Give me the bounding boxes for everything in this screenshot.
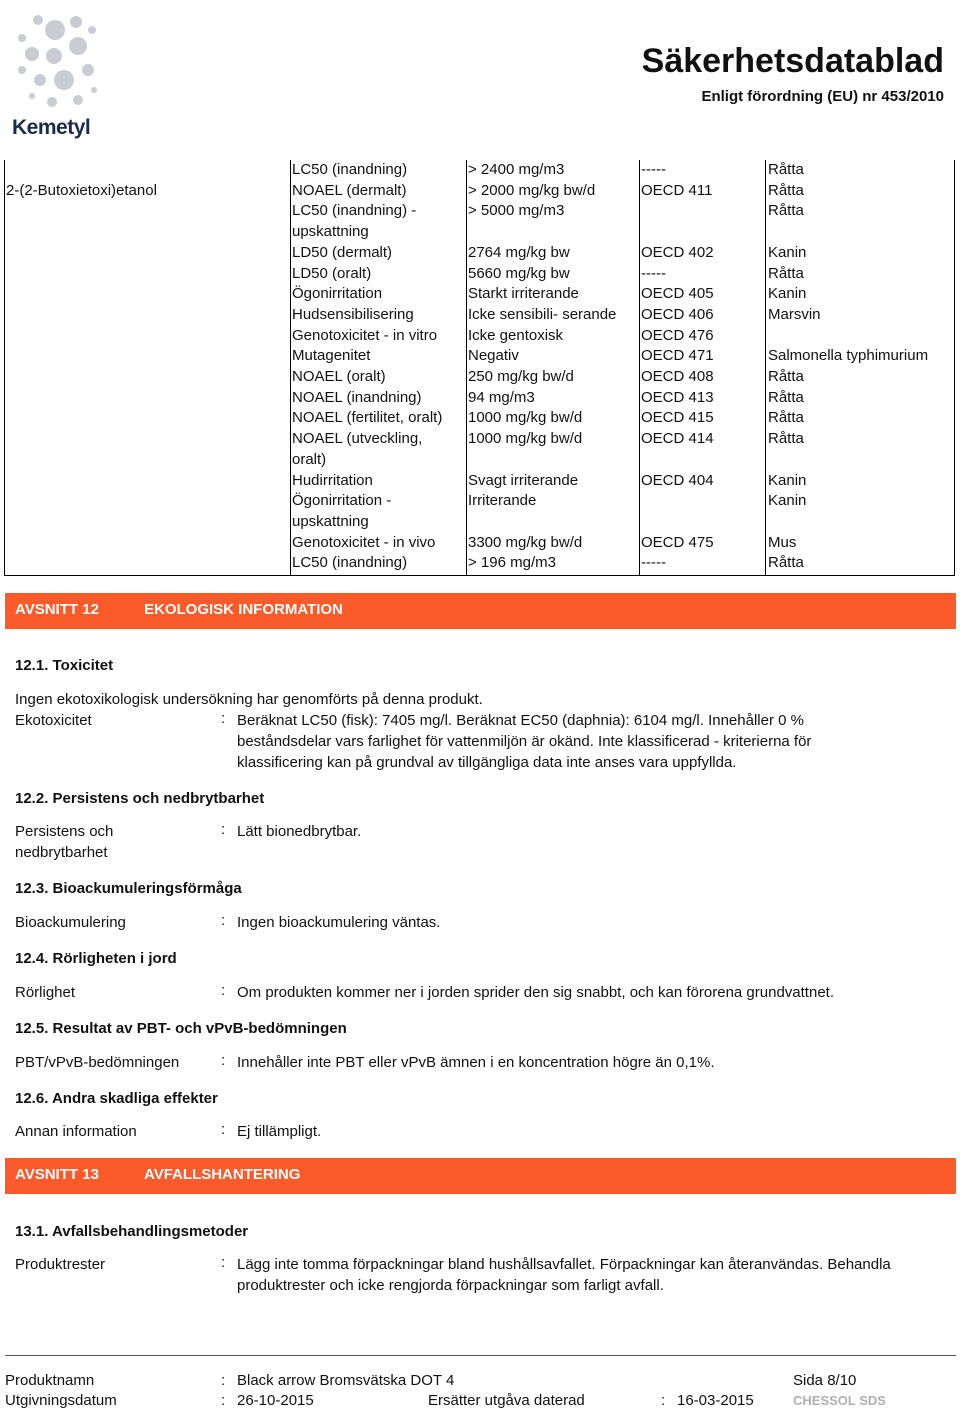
table-cell-method: OECD 415	[641, 409, 714, 427]
table-cell-value: Svagt irriterande	[468, 471, 579, 489]
table-cell-method: OECD 471	[641, 347, 714, 365]
substance-name: 2-(2-Butoxietoxi)etanol	[6, 182, 157, 199]
pbt-label: PBT/vPvB-bedömningen	[15, 1054, 180, 1071]
colon: :	[221, 821, 226, 838]
table-cell-test: LD50 (oralt)	[292, 264, 372, 282]
pbt-value: Innehåller inte PBT eller vPvB ämnen i en koncentration högre än 0,1%.	[237, 1054, 715, 1071]
table-cell-value: 1000 mg/kg bw/d	[468, 430, 583, 448]
subsection-12-1-title: 12.1. Toxicitet	[15, 657, 114, 674]
table-cell-method: OECD 404	[641, 471, 714, 489]
table-cell-species: Råtta	[768, 202, 804, 220]
section-number: AVSNITT 13	[15, 1166, 99, 1183]
table-cell-species: Råtta	[768, 388, 804, 406]
table-column-divider	[290, 160, 291, 575]
table-cell-value: > 5000 mg/m3	[468, 202, 565, 220]
bioaccumulation-label: Bioackumulering	[15, 914, 126, 931]
subsection-12-3-title: 12.3. Bioackumuleringsförmåga	[15, 880, 242, 897]
table-cell-method: -----	[641, 161, 666, 178]
footer-page-number: Sida 8/10	[793, 1372, 857, 1389]
table-cell-method: OECD 413	[641, 388, 714, 406]
label-line: Persistens och	[15, 823, 114, 840]
table-cell-value: Irriterande	[468, 492, 537, 510]
colon: :	[221, 912, 226, 929]
table-cell-test: Hudirritation	[292, 471, 373, 489]
table-cell-method: OECD 408	[641, 368, 714, 385]
footer-replaces-value: 16-03-2015	[677, 1392, 754, 1409]
logo-wordmark: Kemetyl	[12, 116, 91, 139]
table-column-divider	[765, 160, 766, 575]
table-cell-species: Råtta	[768, 161, 804, 178]
value-line: klassificering kan på grundval av tillgängliga data inte anses vara uppfyllda.	[237, 754, 737, 771]
footer-product-label: Produktnamn	[5, 1372, 95, 1389]
mobility-label: Rörlighet	[15, 984, 76, 1001]
persistence-value: Lätt bionedbrytbar.	[237, 823, 362, 840]
table-cell-test: NOAEL (dermalt)	[292, 181, 407, 199]
colon: :	[221, 1121, 226, 1138]
table-cell-value: > 2400 mg/m3	[468, 161, 565, 178]
table-cell-value: Icke sensibili- serande	[468, 305, 617, 323]
value-line: beståndsdelar vars farlighet för vattenmiljön är okänd. Inte klassificerad - kriterierna för	[237, 733, 812, 750]
table-cell-species: Kanin	[768, 492, 807, 510]
footer-brand: CHESSOL SDS	[793, 1393, 886, 1408]
table-cell-value: Starkt irriterande	[468, 285, 579, 303]
table-cell-species: Råtta	[768, 368, 804, 385]
label-line: nedbrytbarhet	[15, 844, 108, 861]
table-cell-value: > 196 mg/m3	[468, 554, 556, 572]
persistence-label	[15, 821, 113, 863]
table-cell-method: OECD 405	[641, 285, 714, 303]
table-cell-species: Råtta	[768, 264, 804, 282]
table-cell-value: 2764 mg/kg bw	[468, 243, 570, 261]
table-cell-method: OECD 475	[641, 533, 714, 551]
table-cell-method: OECD 414	[641, 430, 714, 448]
footer-replaces-label: Ersätter utgåva daterad	[428, 1392, 585, 1409]
section-title: AVFALLSHANTERING	[144, 1166, 301, 1183]
footer-divider	[5, 1355, 956, 1356]
toxicology-table	[4, 160, 955, 576]
document-title: Säkerhetsdatablad	[641, 42, 944, 80]
table-cell-species: Råtta	[768, 554, 804, 572]
table-cell-test: NOAEL (utveckling, oralt)	[292, 430, 423, 468]
section-13-header	[5, 1158, 956, 1194]
other-info-label: Annan information	[15, 1123, 137, 1140]
table-cell-test: LC50 (inandning)	[292, 554, 408, 572]
table-cell-test: Genotoxicitet - in vivo	[292, 533, 436, 551]
section-number: AVSNITT 12	[15, 601, 99, 618]
section-title: EKOLOGISK INFORMATION	[144, 601, 343, 618]
toxicity-intro: Ingen ekotoxikologisk undersökning har genomförts på denna produkt.	[15, 691, 483, 708]
footer-date-value: 26-10-2015	[237, 1392, 314, 1409]
value-line: produktrester och icke rengjorda förpackningar som farligt avfall.	[237, 1277, 664, 1294]
table-cell-test: NOAEL (inandning)	[292, 388, 422, 406]
footer-date-label: Utgivningsdatum	[5, 1392, 117, 1409]
table-cell-method: OECD 402	[641, 243, 714, 261]
colon: :	[221, 1392, 226, 1409]
value-line: Lägg inte tomma förpackningar bland hushållsavfallet. Förpackningar kan återanvändas. Behandla	[237, 1256, 891, 1273]
table-cell-value: 3300 mg/kg bw/d	[468, 533, 583, 551]
table-cell-value: Icke gentoxisk	[468, 326, 564, 344]
table-cell-test: LC50 (inandning)	[292, 161, 408, 178]
table-cell-species: Kanin	[768, 471, 807, 489]
table-column-divider	[466, 160, 467, 575]
table-cell-species: Kanin	[768, 243, 807, 261]
section-12-header	[5, 593, 956, 629]
table-cell-test: Ögonirritation	[292, 285, 383, 303]
table-cell-test: LC50 (inandning) - upskattning	[292, 202, 417, 241]
table-cell-value: 1000 mg/kg bw/d	[468, 409, 583, 427]
table-cell-method: OECD 411	[641, 181, 713, 199]
colon: :	[661, 1392, 666, 1409]
table-cell-method: OECD 406	[641, 305, 714, 323]
ecotoxicity-label: Ekotoxicitet	[15, 712, 92, 729]
colon: :	[221, 1052, 226, 1069]
table-cell-test: Mutagenitet	[292, 347, 371, 365]
table-cell-method: -----	[641, 264, 666, 282]
product-residues-label: Produktrester	[15, 1256, 106, 1273]
product-residues-value	[237, 1254, 891, 1296]
table-column-divider	[639, 160, 640, 575]
table-cell-test: NOAEL (oralt)	[292, 368, 386, 385]
table-cell-species: Råtta	[768, 409, 804, 427]
value-line: Beräknat LC50 (fisk): 7405 mg/l. Beräknat EC50 (daphnia): 6104 mg/l. Innehåller 0 %	[237, 712, 804, 729]
table-cell-method: OECD 476	[641, 326, 714, 344]
table-cell-value: Negativ	[468, 347, 519, 365]
colon: :	[221, 982, 226, 999]
colon: :	[221, 710, 226, 727]
subsection-12-6-title: 12.6. Andra skadliga effekter	[15, 1090, 218, 1107]
table-cell-value: 94 mg/m3	[468, 388, 535, 406]
table-cell-test: LD50 (dermalt)	[292, 243, 393, 261]
table-cell-species: Salmonella typhimurium	[768, 347, 929, 365]
table-cell-value: 250 mg/kg bw/d	[468, 368, 574, 385]
subsection-12-4-title: 12.4. Rörligheten i jord	[15, 950, 177, 967]
table-cell-value: > 2000 mg/kg bw/d	[468, 181, 596, 199]
table-cell-species: Råtta	[768, 181, 804, 199]
mobility-value: Om produkten kommer ner i jorden sprider den sig snabbt, och kan förorena grundvattnet.	[237, 984, 834, 1001]
table-cell-method: -----	[641, 554, 666, 572]
table-cell-species: Marsvin	[768, 305, 821, 323]
table-cell-test: Genotoxicitet - in vitro	[292, 326, 438, 344]
table-cell-value: 5660 mg/kg bw	[468, 264, 570, 282]
bioaccumulation-value: Ingen bioackumulering väntas.	[237, 914, 441, 931]
colon: :	[221, 1254, 226, 1271]
document-subtitle: Enligt förordning (EU) nr 453/2010	[701, 88, 944, 105]
subsection-13-1-title: 13.1. Avfallsbehandlingsmetoder	[15, 1223, 249, 1240]
colon: :	[221, 1372, 226, 1389]
other-info-value: Ej tillämpligt.	[237, 1123, 322, 1140]
subsection-12-2-title: 12.2. Persistens och nedbrytbarhet	[15, 790, 265, 807]
table-cell-species: Råtta	[768, 430, 804, 448]
footer-product-value: Black arrow Bromsvätska DOT 4	[237, 1372, 455, 1389]
table-cell-species: Mus	[768, 533, 797, 551]
table-cell-test: NOAEL (fertilitet, oralt)	[292, 409, 443, 427]
table-cell-species: Kanin	[768, 285, 807, 303]
table-cell-test: Ögonirritation - upskattning	[292, 492, 392, 530]
table-cell-test: Hudsensibilisering	[292, 305, 414, 323]
ecotoxicity-value	[237, 710, 811, 773]
subsection-12-5-title: 12.5. Resultat av PBT- och vPvB-bedömningen	[15, 1020, 347, 1037]
